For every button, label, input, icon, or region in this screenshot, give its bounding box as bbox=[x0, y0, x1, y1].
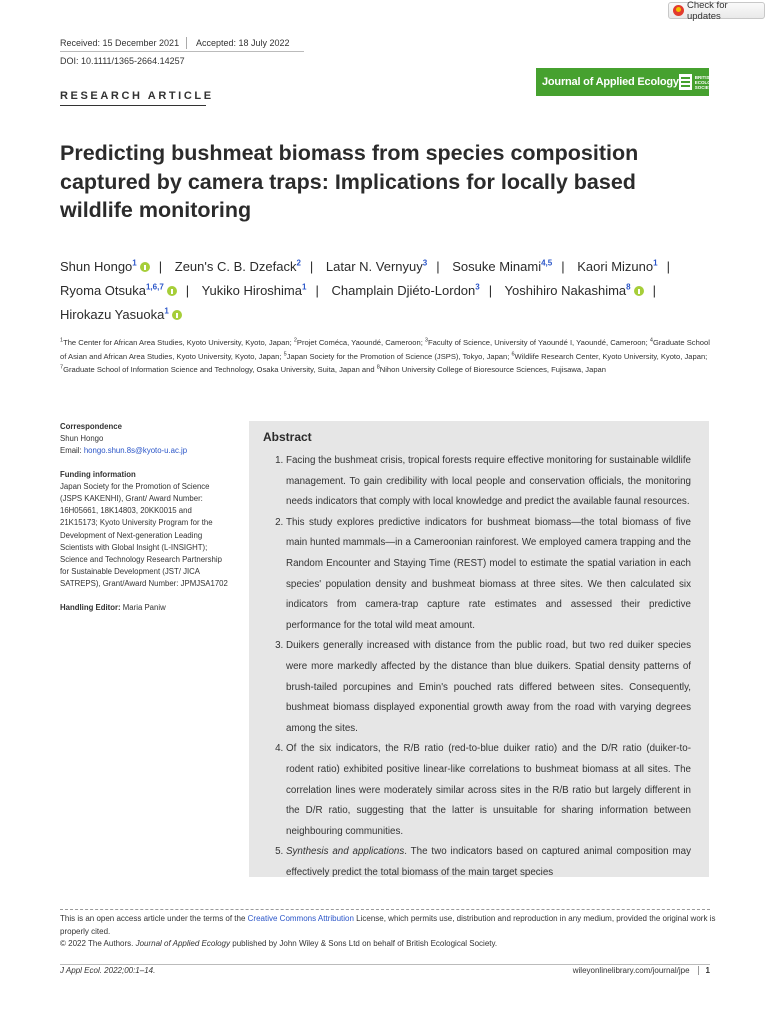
article-type-rule bbox=[60, 105, 206, 106]
author[interactable] bbox=[202, 283, 307, 298]
handling-editor-block bbox=[60, 602, 230, 614]
author-name: Hirokazu Yasuoka bbox=[60, 307, 165, 322]
affiliation-sup: 6 bbox=[511, 351, 515, 358]
author[interactable] bbox=[331, 283, 479, 298]
funding-block bbox=[60, 469, 230, 591]
abstract-item-text: This study explores predictive indicators for bushmeat biomass—the total biomass of five main hunted mammals—in a Cameroonian rainforest. We employed camera trapping and the Random Encounter and Staying Time (REST) model to estimate the spatial variation in each species' population density and bushmeat biomass at three sites. We then calculated six indicators from camera-trap capture rate estimates and assessed their predictive performance for the total wild meat amount. bbox=[286, 516, 691, 631]
abstract-list bbox=[263, 451, 691, 877]
license-text-post: License, which permits use, distribution and reproduction in any medium, provided the original work is properly cited. bbox=[60, 914, 716, 936]
affiliation-text: Japan Society for the Promotion of Science (JSPS), Tokyo, Japan; bbox=[286, 351, 512, 361]
author-affiliation-sup: 4,5 bbox=[541, 258, 553, 268]
sidebar bbox=[60, 421, 230, 625]
author-affiliation-sup: 3 bbox=[422, 258, 428, 268]
affiliation-text: Nihon University College of Bioresource Sciences, Fujisawa, Japan bbox=[379, 365, 606, 375]
copyright-post: published by John Wiley & Sons Ltd on behalf of British Ecological Society. bbox=[230, 939, 498, 948]
affiliation-text: Wildlife Research Center, Kyoto University, Kyoto, Japan; bbox=[514, 351, 708, 361]
abstract-box bbox=[249, 421, 709, 877]
author-affiliation-sup: 1,6,7 bbox=[145, 282, 164, 292]
abstract-item-text: . The two indicators based on captured animal composition may effectively predict the total biomass of the main target species bbox=[286, 846, 691, 877]
funding-heading: Funding information bbox=[60, 469, 136, 479]
author-separator: | bbox=[652, 283, 656, 298]
author-name: Ryoma Otsuka bbox=[60, 283, 146, 298]
meta-rule bbox=[60, 51, 304, 52]
abstract-item-text: Facing the bushmeat crisis, tropical forests require effective monitoring for sustainable wildlife management. To gain credibility with local people and conservation officials, the monitoring needs indicators that comply with local knowledge and predict the available faunal resources. bbox=[286, 455, 691, 508]
author-affiliation-sup: 2 bbox=[296, 258, 301, 268]
author-name: Shun Hongo bbox=[60, 259, 133, 274]
society-name: BRITISH ECOLOGICAL SOCIETY bbox=[694, 74, 725, 90]
license-link[interactable]: Creative Commons Attribution bbox=[247, 914, 354, 923]
check-for-updates-label: Check for updates bbox=[686, 0, 728, 22]
orcid-icon[interactable] bbox=[634, 286, 644, 296]
author-name: Latar N. Vernyuy bbox=[325, 259, 423, 274]
handling-editor-label: Handling Editor: bbox=[60, 602, 121, 612]
society-logo bbox=[679, 74, 723, 90]
affiliation-sup: 3 bbox=[424, 337, 428, 344]
abstract-heading: Abstract bbox=[263, 430, 312, 444]
correspondence-name: Shun Hongo bbox=[60, 434, 104, 444]
abstract-item-text: Of the six indicators, the R/B ratio (red-to-blue duiker ratio) and the D/R ratio (duiker-to-rodent ratio) exhibited positive linear-like correlations to bushmeat biomass at all sites. The correlation lines were moderately similar across sites in the R/B ratio but largely different in the D/R ratio, suggesting that the latter is unsuitable for sharing information between neighbouring communities. bbox=[286, 743, 691, 837]
affiliation-text: Faculty of Science, University of Yaoundé I, Yaoundé, Cameroon; bbox=[427, 338, 650, 347]
affiliation-sup: 2 bbox=[293, 337, 297, 344]
email-label: Email: bbox=[60, 446, 84, 456]
abstract-item-lead: Synthesis and applications bbox=[286, 846, 405, 858]
author-separator: | bbox=[315, 283, 319, 298]
author-affiliation-sup: 3 bbox=[475, 282, 480, 292]
author-affiliation-sup: 1 bbox=[302, 282, 307, 292]
author-name: Sosuke Minami bbox=[452, 259, 542, 274]
affiliation-text: Projet Coméca, Yaoundé, Cameroon; bbox=[296, 338, 425, 347]
abstract-item-text: Duikers generally increased with distance from the public road, but two red duiker species were more markedly affected by the distance than blue duikers. Spatial density patterns of brush-tailed porcupines and Emin's pouched rats differed between sites. Consequently, bushmeat biomass displayed exponential growth away from the road with varying degrees among the sites. bbox=[286, 640, 691, 734]
author[interactable] bbox=[60, 283, 177, 298]
copyright-journal: Journal of Applied Ecology bbox=[135, 939, 231, 948]
journal-url[interactable]: wileyonlinelibrary.com/journal/jpe bbox=[572, 966, 690, 975]
received-date: Received: 15 December 2021 bbox=[60, 38, 180, 48]
author-separator: | bbox=[436, 259, 440, 274]
author-affiliation-sup: 1 bbox=[132, 258, 137, 268]
affiliation-text: The Center for African Area Studies, Kyoto University, Kyoto, Japan; bbox=[63, 338, 294, 347]
affiliation-text: Graduate School of Information Science and Technology, Osaka University, Suita, Japan and bbox=[63, 365, 377, 375]
affiliation-text: Graduate School of Asian and African Area Studies, Kyoto University, Kyoto, Japan; bbox=[60, 338, 710, 361]
crossmark-icon bbox=[673, 5, 684, 16]
affiliation-sup: 4 bbox=[649, 337, 653, 344]
author-list bbox=[60, 255, 720, 327]
author-separator: | bbox=[158, 259, 163, 274]
copyright-line bbox=[60, 938, 720, 951]
author[interactable] bbox=[577, 259, 657, 274]
footer-divider bbox=[60, 909, 710, 910]
correspondence-heading: Correspondence bbox=[60, 422, 122, 431]
author-affiliation-sup: 1 bbox=[164, 306, 169, 316]
article-title: Predicting bushmeat biomass from species composition captured by camera traps: Implications for locally based wildlife monitoring bbox=[60, 141, 639, 222]
author[interactable] bbox=[452, 259, 552, 274]
author[interactable] bbox=[505, 283, 644, 298]
affiliation-sup: 5 bbox=[283, 351, 287, 358]
copyright-pre: © 2022 The Authors. bbox=[60, 939, 136, 948]
author-affiliation-sup: 8 bbox=[626, 282, 631, 292]
doi[interactable]: DOI: 10.1111/1365-2664.14257 bbox=[60, 56, 185, 66]
affiliation-sup: 1 bbox=[60, 337, 64, 344]
abstract-item bbox=[286, 513, 691, 637]
abstract-item bbox=[286, 451, 691, 513]
email-link[interactable]: hongo.shun.8s@kyoto-u.ac.jp bbox=[83, 446, 188, 456]
license-text-pre: This is an open access article under the terms of the bbox=[60, 914, 248, 923]
correspondence-email-line bbox=[60, 445, 230, 457]
author[interactable] bbox=[60, 259, 150, 274]
author-separator: | bbox=[666, 259, 670, 274]
journal-name: Journal of Applied Ecology bbox=[542, 76, 679, 88]
orcid-icon[interactable] bbox=[167, 286, 177, 296]
orcid-icon[interactable] bbox=[140, 262, 150, 272]
author-name: Kaori Mizuno bbox=[577, 259, 654, 274]
check-for-updates-button[interactable] bbox=[668, 0, 765, 22]
journal-logo bbox=[536, 68, 725, 96]
accepted-date: Accepted: 18 July 2022 bbox=[196, 38, 290, 48]
article-type: RESEARCH ARTICLE bbox=[60, 90, 214, 102]
affiliations bbox=[60, 336, 710, 377]
bes-logo-icon bbox=[679, 74, 692, 90]
author-name: Yukiko Hiroshima bbox=[201, 283, 302, 298]
abstract-item bbox=[286, 842, 691, 877]
affiliation-sup: 7 bbox=[60, 364, 64, 371]
author-separator: | bbox=[309, 259, 314, 274]
page-number: 1 bbox=[698, 966, 710, 975]
author-name: Zeun's C. B. Dzefack bbox=[174, 259, 297, 274]
author[interactable] bbox=[326, 259, 427, 274]
author[interactable] bbox=[60, 307, 182, 322]
footer-rule bbox=[60, 964, 710, 965]
author-name: Champlain Djiéto-Lordon bbox=[331, 283, 476, 298]
footer-right bbox=[573, 966, 710, 975]
abstract-item bbox=[286, 636, 691, 739]
orcid-icon[interactable] bbox=[172, 310, 182, 320]
correspondence-block bbox=[60, 421, 230, 458]
license-line bbox=[60, 913, 720, 938]
handling-editor-name: Maria Paniw bbox=[120, 602, 166, 612]
author-separator: | bbox=[185, 283, 190, 298]
citation: J Appl Ecol. 2022;00:1–14. bbox=[60, 966, 156, 975]
license-notice bbox=[60, 913, 720, 951]
author[interactable] bbox=[175, 259, 301, 274]
meta-divider bbox=[186, 37, 187, 49]
funding-text: Japan Society for the Promotion of Science (JSPS KAKENHI), Grant/ Award Number: 16H05661, 18K14803, 20KK0015 and 21K15173; Kyoto University Program for the Development of Next-generation Leading Scientists with Global Insight (L-INSIGHT); Science and Technology Research Partnership for Sustainable Development (JST/ JICA SATREPS), Grant/Award Number: JPMJSA1702 bbox=[60, 481, 228, 589]
author-affiliation-sup: 1 bbox=[653, 258, 658, 268]
author-name: Yoshihiro Nakashima bbox=[504, 283, 627, 298]
author-separator: | bbox=[561, 259, 565, 274]
affiliation-sup: 8 bbox=[376, 364, 380, 371]
abstract-item bbox=[286, 739, 691, 842]
author-separator: | bbox=[488, 283, 493, 298]
